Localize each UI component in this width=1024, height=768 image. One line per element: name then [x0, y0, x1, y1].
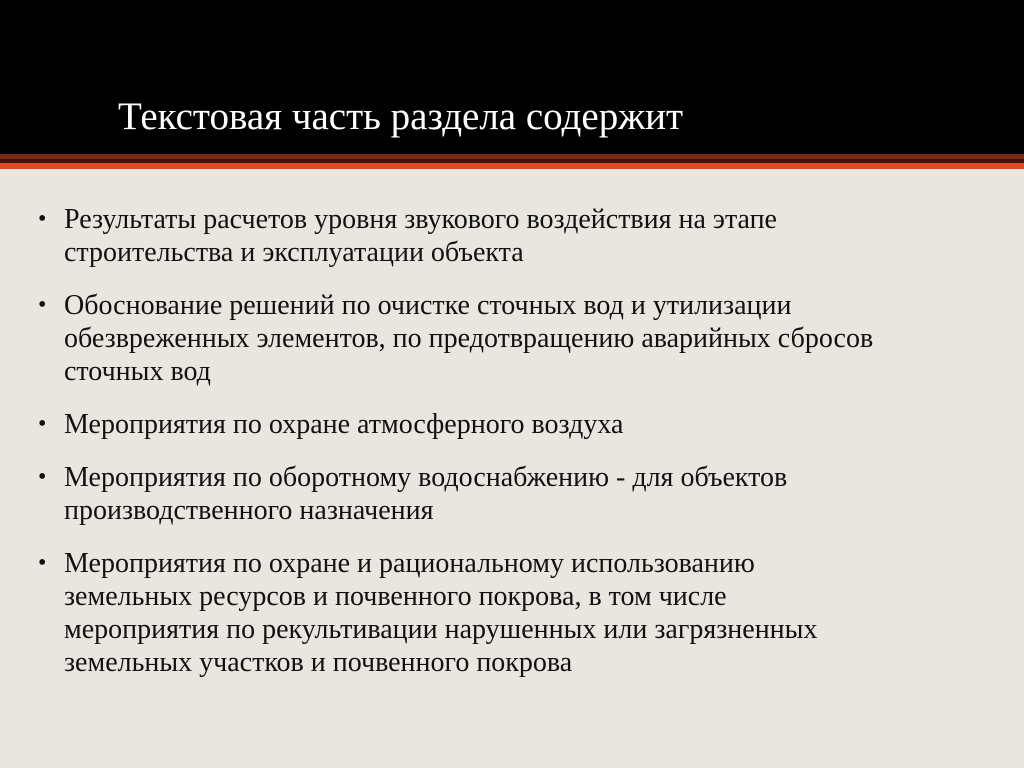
- bullet-text-line: земельных участков и почвенного покрова: [64, 647, 573, 678]
- slide-title: Текстовая часть раздела содержит: [118, 95, 684, 138]
- accent-stripe-orange: [0, 163, 1024, 169]
- bullet-text-line: земельных ресурсов и почвенного покрова, в том числе: [64, 581, 727, 612]
- bullet-icon: •: [38, 206, 47, 232]
- bullet-text-line: мероприятия по рекультивации нарушенных или загрязненных: [64, 614, 818, 645]
- bullet-item: [38, 408, 998, 441]
- bullet-item: [38, 289, 998, 388]
- slide-content: [38, 203, 998, 699]
- bullet-text-line: Мероприятия по оборотному водоснабжению - для объектов: [64, 462, 788, 493]
- bullet-item: [38, 203, 998, 269]
- bullet-text-line: сточных вод: [64, 356, 211, 387]
- bullet-item: [38, 461, 998, 527]
- bullet-text-line: Мероприятия по охране и рациональному использованию: [64, 548, 755, 579]
- bullet-text-line: производственного назначения: [64, 495, 434, 526]
- bullet-list: [38, 203, 998, 679]
- bullet-text-line: обезвреженных элементов, по предотвращению аварийных сбросов: [64, 323, 874, 354]
- bullet-icon: •: [38, 464, 47, 490]
- bullet-item: [38, 547, 998, 679]
- bullet-icon: •: [38, 550, 47, 576]
- bullet-text-line: Обоснование решений по очистке сточных вод и утилизации: [64, 290, 792, 321]
- bullet-text-line: Мероприятия по охране атмосферного воздуха: [64, 409, 624, 440]
- bullet-text-line: Результаты расчетов уровня звукового воздействия на этапе: [64, 204, 777, 235]
- bullet-text-line: строительства и эксплуатации объекта: [64, 237, 524, 268]
- bullet-icon: •: [38, 411, 47, 437]
- bullet-icon: •: [38, 292, 47, 318]
